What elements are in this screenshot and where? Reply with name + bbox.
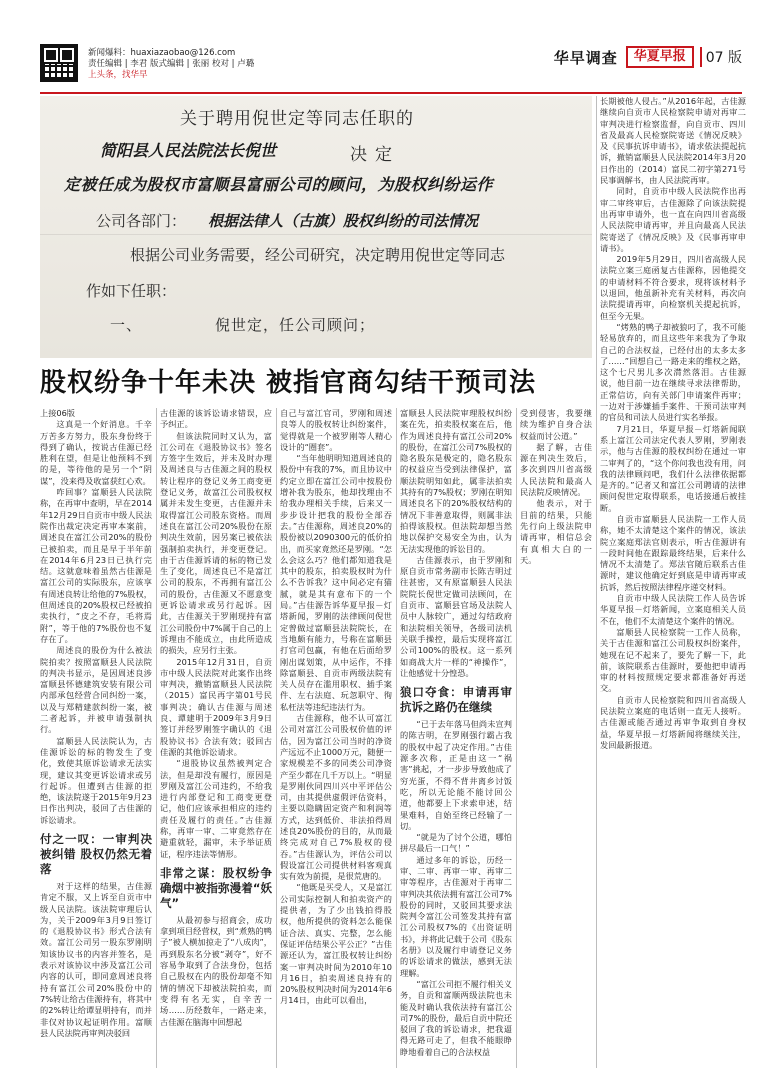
qr-code-icon: [40, 44, 78, 82]
paper-fold-line: [40, 234, 592, 235]
page-number: 07 版: [700, 47, 742, 67]
paragraph: 自贡市中级人民法院工作人员告诉华夏早报－灯塔新闻，立案庭相关人员不在，他们不太清楚这个案件的情况。: [600, 593, 746, 626]
paragraph: 自贡市人民检察院和四川省高级人民法院立案庭的电话则一直无人接听。古佳源或能否通过再审争取到自身权益，华夏早报－灯塔新闻将继续关注，发回最新报道。: [600, 694, 746, 750]
paragraph: 咋回事？富顺县人民法院称，在再审中查明，早在2014年12月29日自贡市中级人民法院作出裁定决定再审本案前，周述良在富江公司20%的股份已被拍卖，而且是早于半年前在2014年6月23日已执行完结。这就意味着虽然古佳源是富江公司的实际股东，应该享有周述良转让给他的7%股权，但周述良的20%股权已经被拍卖执行，“皮之不存，毛将焉附”，等于他的7%股份也不复存在了。: [40, 487, 152, 644]
paragraph: 同时，自贡市中级人民法院作出再审二审终审后，古佳源除了向该法院提出再审申请外，也一直在向四川省高级人民法院申请再审，并且向最高人民法院寄送了《情况反映》及《民事再审申请书》。: [600, 186, 746, 253]
photo-item-number: 一、: [110, 316, 143, 334]
continued-from-label: 上接06版: [40, 408, 75, 418]
subheading: 非常之谋：股权纷争确烟中被指弥漫着“妖气”: [160, 865, 272, 910]
photo-body-text: 根据公司业务需要，经公司研究，决定聘用倪世定等同志: [130, 246, 506, 264]
photo-decide-title: 决定: [350, 145, 400, 165]
editors-text: 责任编辑 | 李君 版式编辑 | 张丽 校对 | 卢璐: [88, 59, 255, 69]
photo-now-text: 作如下任职：: [86, 282, 177, 300]
paragraph: 富顺县人民法院审理股权纠纷案在先，拍卖股权案在后，他作为周述良持有富江公司20%的股份，在富江公司7%股权的隐名股东是极定的，隐名股东的权益应当受到法律保护，富顺法院明知如此，属非法拍卖其持有的7%股权；罗刚在明知周述良名下的20%股权结构的情况下非善意取得，则属非法拍得该股权。但法院却想当然地以保护交易安全为由，认为无法实现他的诉讼目的。: [400, 408, 512, 554]
paragraph: “已于去年落马但尚未宣判的陈吉明，在罗刚强行霸占我的股权中起了决定作用。”古佳源多次称，正是由这一“祸害”挑起，才一步步导致他成了穷光蛋，不得不背井离乡讨饭吃，所以无论能不能讨回公道，他都要上下求索申述，结果难料，自始至终已经输了一切。: [400, 719, 512, 831]
paragraph: 2019年5月29日，四川省高级人民法院立案三庭函复古佳源称，因他提交的申请材料不符合要求，现将该材料予以退回，他虽新补充有关材料，再次向法院提请再审，向检察机关提起抗诉，但至今无果。: [600, 254, 746, 321]
photo-handwriting-3: 根据法律人（古旗）股权纠纷的司法情况: [208, 212, 479, 230]
article-headline: 股权纷争十年未决 被指官商勾结干预司法: [40, 368, 537, 398]
paragraph: “富江公司拒不履行相关义务，自贡和富顺两级法院也未能及时确认我依法持有富江公司7%的股份，最后自贡中院还驳回了我的诉讼请求，把我逼得无路可走了，但我不能眼睁睁地看着自己的合法权益: [400, 978, 512, 1057]
paragraph: 富顺县人民检察院一工作人员称，关于古佳源和富江公司股权纠纷案件，她现在记不起来了，要先了解一下，此前，该院联系古佳源时，要他把申请再审的材料按照规定要求都准备好再送交。: [600, 626, 746, 694]
column-rule: [516, 408, 517, 1068]
paragraph: “他既是买受人，又是富江公司实际控制人和拍卖资产的提供者，为了少出钱拍得股权，他所提供的资料怎么能保证合法、真实、完整，怎么能保证评估结果公平公正？”古佳源还认为，富江股权转让纠纷案一审判决时间为2010年10月16日，拍卖周述良持有的20%股权判决时间为2014年6月14日，由此可以看出，: [280, 882, 392, 1006]
paragraph: 7月21日，华夏早报－灯塔新闻联系上富江公司法定代表人罗刚，罗刚表示，他与古佳源的股权纠纷在通过一审二审判了的，“这个你问我也没有用，问我的法律顾问吧，我们什么法律依据都是齐的。”记者又和富江公司聘请的法律顾问倪世定取得联系，电话接通后被挂断。: [600, 423, 746, 513]
hotline-text: 新闻爆料：huaxiazaobao@126.com: [88, 48, 236, 58]
paragraph: 这真是一个好消息。千辛万苦多方努力，股东身份终于得到了确认，按说古佳源已经胜利在望，但是让他预料不到的是，等待他的是另一个“阴谋”，没来得及收富获红心欢。: [40, 419, 152, 486]
article-column-2: [160, 408, 272, 1068]
document-photo: [40, 96, 592, 358]
article-column-4: [400, 408, 512, 1068]
slogan-text: 上头条，找华早: [88, 70, 148, 80]
article-column-3: [280, 408, 392, 1068]
photo-depts-label: 公司各部门：: [96, 212, 187, 230]
paragraph: 古佳源称，他不认可富江公司对富江公司股权价值的评估，因为富江公司当时的净资产远远不止1000万元，随便一家规模差不多的同类公司净资产至少都在几千万以上。“明显是罗刚伙同四川兴中平评估公司，由其提供虚假评估资料，主要以隐瞒固定资产和利润等方式，达到低价、非法拍得周述良20%股份的目的，从而最终完成对自己7%股权的侵吞。”古佳源认为，评估公司以假设富江公司提供材料客观真实有效为前提，是很荒唐的。: [280, 713, 392, 882]
credits-block: [88, 48, 254, 81]
paragraph: 自己与富江官司，罗刚和周述良等人的股权转让纠纷案件，觉得就是一个被罗刚等人精心设计的“圈套”。: [280, 408, 392, 452]
photo-handwriting-2: 定被任成为股权市富顺县富丽公司的顾问，为股权纠纷运作: [64, 175, 494, 194]
column-rule: [156, 408, 157, 1068]
newspaper-logo: 华夏早报: [626, 46, 694, 68]
paragraph: 2015年12月31日，自贡市中级人民法院对此案作出终审判决，撤销富顺县人民法院（2015）富民再字第01号民事判决；确认古佳源与周述良、谭建明于2009年3月9日签订并经罗刚签字确认的《退股协议书》合法有效；驳回古佳源的其他诉讼请求。: [160, 656, 272, 757]
subheading: 付之一叹：一审判决被纠错 股权仍然无着落: [40, 831, 152, 876]
column-rule: [396, 408, 397, 1068]
article-column-1: [40, 408, 152, 1068]
paragraph: 受到侵害，我要继续为维护自身合法权益而讨公道。”: [520, 408, 592, 441]
section-name: 华早调查: [553, 48, 618, 67]
paragraph: 古佳源表示，由于罗刚和原自贡市常务副市长陈吉明过往甚密，又有原富顺县人民法院院长倪世定做司法顾问，在自贡市、富顺县官场及法院人员中人脉较广，通过勾结政府和法院相关领导，各级司法机关联手操控，最后实现将富江公司100%的股权。这一系列如商战大片一样的“神操作”，让他感觉十分惶恐。: [400, 554, 512, 678]
paragraph: 但该法院同时又认为，富江公司在《退股协议书》签名方签字生效后，并未及时办理及周述良与古佳源之间的股权转让程序的登记义务工商变更登记义务，故富江公司股权权属并未发生变更，古佳源并未取得富江公司股东资格。而周述良在富江公司20%股份在原判决生效前，因另案已被依法强制拍卖执行，并变更登记。由于古佳源诉请的标的物已发生了变化，周述良已不是富江公司的股东，不再拥有富江公司的股份，古佳源又不愿意变更诉讼请求或另行起诉。因此，古佳源关于罗刚现持有富江公司股份中7%属于自己的上诉理由不能成立，由此所造成的损失，应另行主张。: [160, 430, 272, 656]
header-rule: [40, 92, 742, 94]
paragraph: 据了解，古佳源在判决生效后，多次到四川省高级人民法院和最高人民法院反映情况。: [520, 441, 592, 498]
paragraph: “退股协议虽然被判定合法，但是却没有履行，原因是罗刚及富江公司违约，不给我进行内部登记和工商变更登记，他们应该承担相应的违约责任及履行的责任。”古佳源称，再审一审、二审竟然存在避重就轻，漏审，未予举证质证，程序违法等情形。: [160, 758, 272, 859]
photo-handwriting-1: 简阳县人民法院法长倪世: [100, 141, 277, 160]
paragraph: 对于这样的结果，古佳源肯定不服，又上诉至自贡市中级人民法院。该法院审理后认为，关于2009年3月9日签订的《退股协议书》形式合法有效。富江公司另一股东罗刚明知该协议书的内容并签名，是表示对该协议中涉及富江公司内容的认可，即同意周述良将持有富江公司20%股份中的7%转让给古佳源持有，将其中的2%转让给谭显明持有，而并非仅对协议起证明作用。富顺县人民法院再审判决驳回: [40, 880, 152, 1038]
paragraph: 长期被他人侵占。”从2016年起，古佳源继续向自贡市人民检察院申请对再审二审判决进行检察监督，向自贡市、四川省及最高人民检察院寄送《情况反映》及《民事抗诉申请书》，请求依法提起抗诉，撤销富顺县人民法院2014年3月20日作出的（2014）富民二初字第271号民事调解书，由人民法院再审。: [600, 96, 746, 186]
paragraph: 自贡市富顺县人民法院一工作人员称，她不太清楚这个案件的情况，该法院立案庭郑法官则表示，听古佳源讲有一段时间他在跟踪最终结果，后来什么情况不太清楚了。郑法官随后联系古佳源时，建议他确定好到底是申请再审或抗诉，然后按照法律程序递交材料。: [600, 513, 746, 592]
page-header: [0, 0, 766, 90]
paragraph: 富顺县人民法院认为，古佳源诉讼的标的物发生了变化，致使其原诉讼请求无法实现，建议其变更诉讼请求或另行起诉。但遭到古佳源的拒绝，该法院遂于2015年9月23日作出判决，驳回了古佳源的诉讼请求。: [40, 735, 152, 825]
photo-doc-title: 关于聘用倪世定等同志任职的: [180, 109, 414, 129]
paragraph: 他表示，对于目前的结果，只能先行向上级法院申请再审，相信总会有真相大白的一天。: [520, 498, 592, 565]
article-column-6: [600, 96, 746, 1068]
paragraph: 从最初参与招商会，成功拿到项目经营权，到“煮熟的鸭子”被人横加掠走了“八成肉”，再到股东名分被“剥夺”，好不容易争取到了合法身份，包括自己股权在内的股份却毫不知情的情况下却被法院拍卖，而变得有名无实，自辛苦一场……历经数年，一路走来，古佳源在脑海中回想起: [160, 914, 272, 1027]
column-rule: [276, 408, 277, 1068]
article-column-5: [520, 408, 592, 1068]
section-banner: [554, 44, 742, 70]
photo-item-text: 倪世定，任公司顾问；: [215, 316, 376, 334]
paragraph: 古佳源的该诉讼请求错误，应予纠正。: [160, 408, 272, 430]
paragraph: “烤熟的鸭子却被狼叼了，我不可能轻易放弃的，而且这些年来我为了争取自己的合法权益，已经付出的太多太多了……”回想自己一路走来的维权之路，这个七尺男儿多次潸然落泪。古佳源说，他目前一边在继续寻求法律帮助，正常信访，向有关部门申请案件再审；一边对于涉嫌插手案件、干预司法审判的官员和司法人员进行实名举报。: [600, 321, 746, 423]
paragraph: “当年他明明知道周述良的股份中有我的7%，而且协议中约定立即在富江公司中按股份增补我为股东，他却找理由不给我办理相关手续，后来又一步步设计把我的股份全部吞去。”古佳源称，周述良20%的股份被以2090300元的低价拍出，而买家竟然还是罗刚。“怎么会这么巧？他们都知道我是其中的股东，拍卖股权时为什么不告诉我？这中间必定有猫腻，就是其有意布下的一个局。”古佳源告诉华夏早报－灯塔新闻，罗刚的法律顾问倪世定曾做过富顺县法院院长，在当地颇有能力，号称在富顺县打官司包赢，有他在后面给罗刚出谋划策，从中运作，不排除富顺县、自贡市两级法院有关人员存在滥用职权、插手案件、左右法庭、玩忽职守、徇私枉法等违纪违法行为。: [280, 453, 392, 712]
paragraph: 周述良的股份为什么被法院拍卖？按照富顺县人民法院的判决书显示，是因周述良涉富顺县怀德建筑安装有限公司内部承包经营合同纠纷一案，以及与郑精建款纠纷一案，被二者起诉，并被申请强制执行。: [40, 645, 152, 735]
paragraph: 通过多年的诉讼，历经一审、二审、再审一审、再审二审等程序，古佳源对于再审二审判决其依法拥有富江公司7%股份的同时，又驳回其要求法院判令富江公司签发其持有富江公司股权7%的《出资证明书》，并将此记载于公司《股东名册》以及履行申请登记义务的诉讼请求的做法，感到无法理解。: [400, 854, 512, 978]
column-rule: [596, 96, 597, 1068]
paragraph: “就是为了讨个公道，哪怕拼尽最后一口气！”: [400, 832, 512, 854]
subheading: 狼口夺食：申请再审抗诉之路仍在继续: [400, 685, 512, 715]
